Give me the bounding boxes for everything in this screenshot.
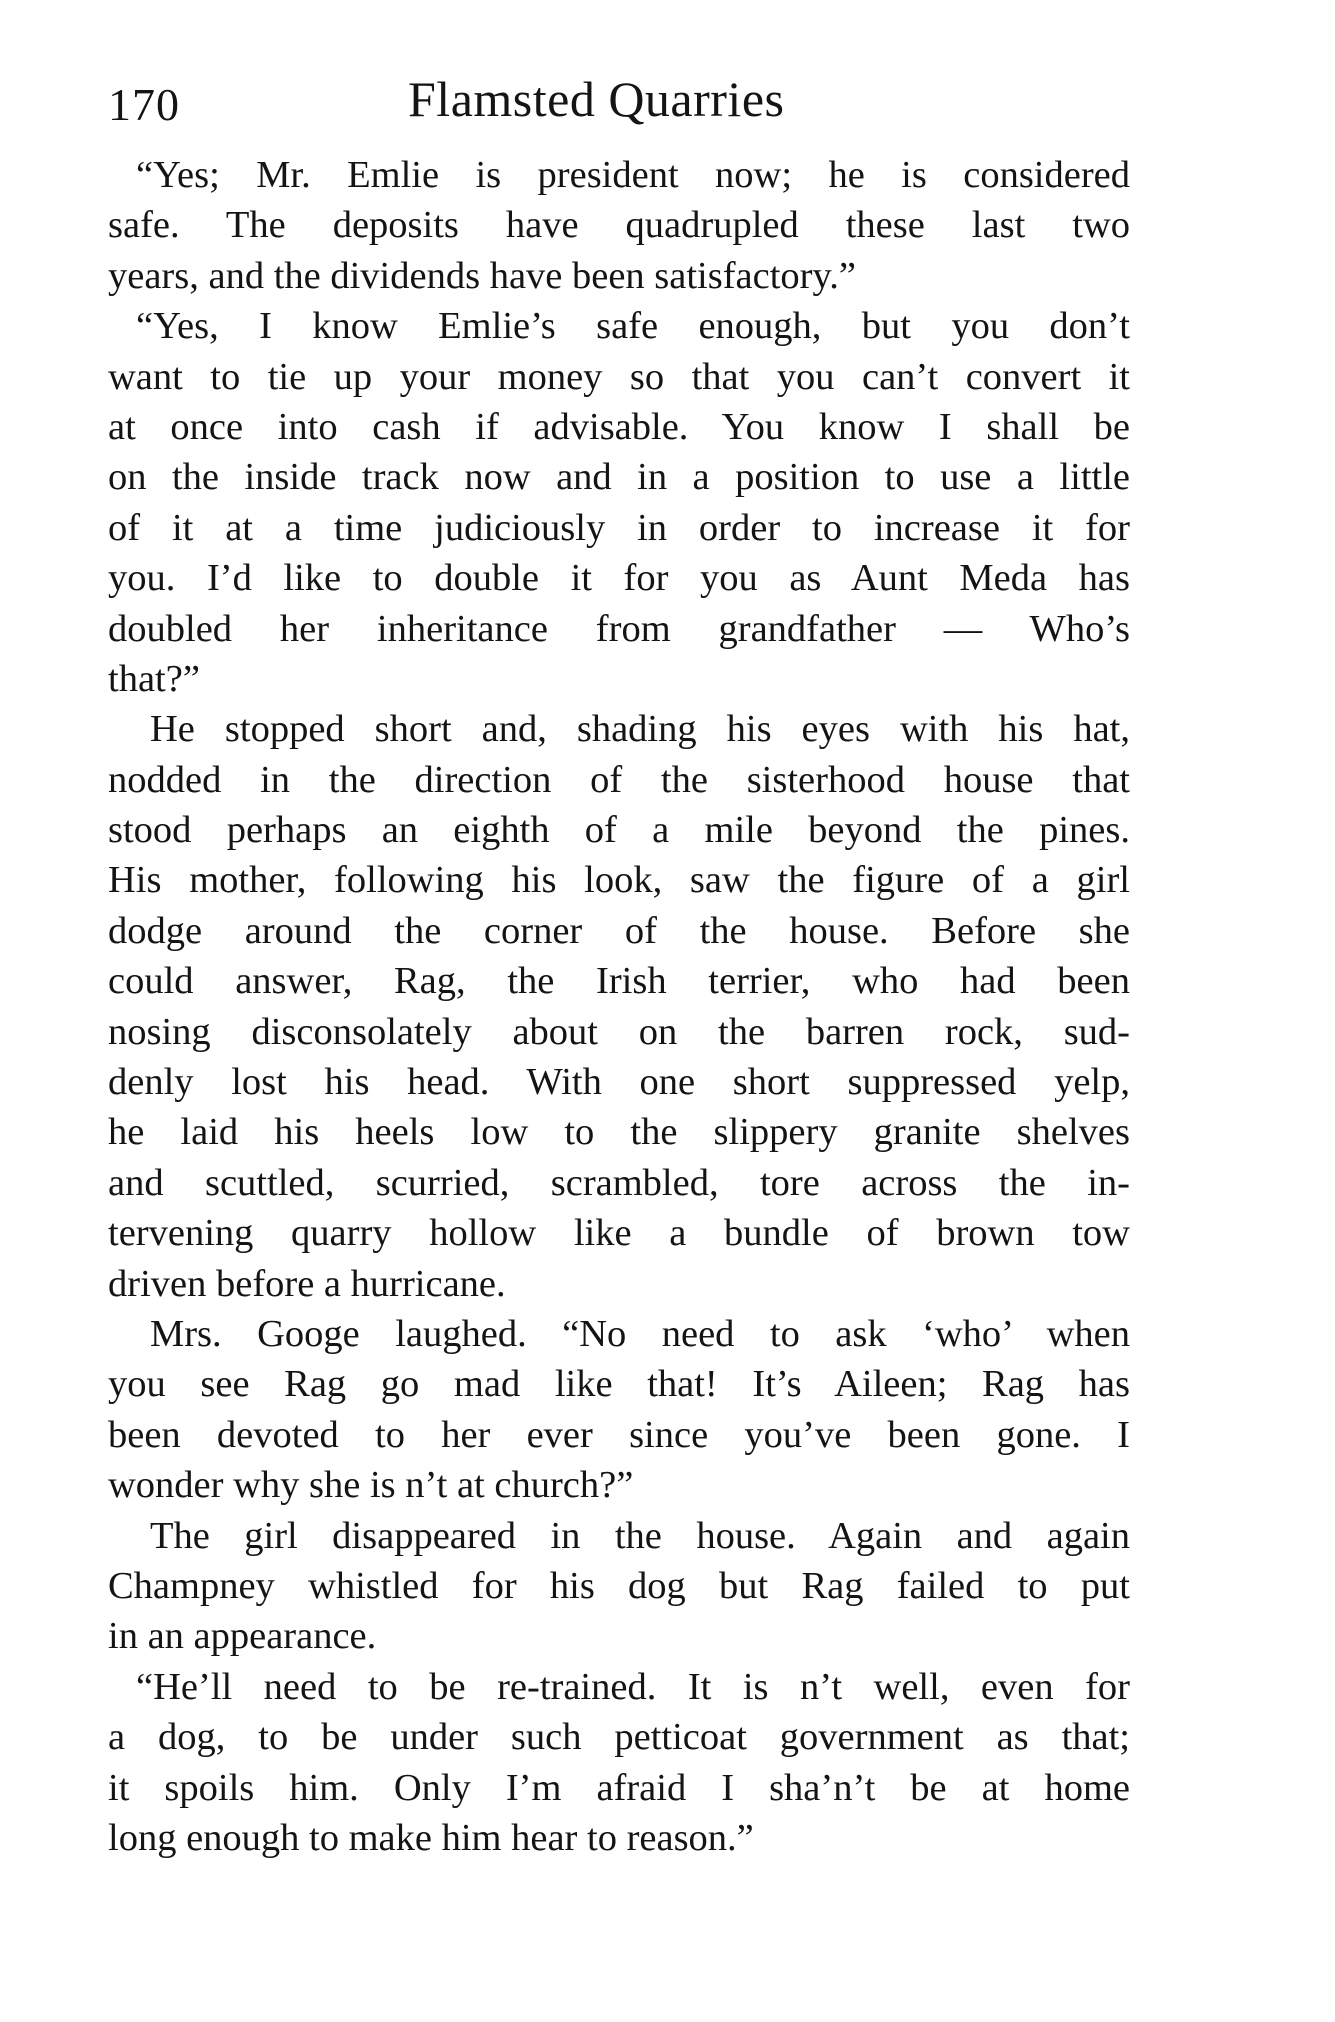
text-line: “Yes; Mr. Emlie is president now; he is considered — [136, 154, 1130, 196]
text-line: it spoils him. Only I’m afraid I sha’n’t be at home — [108, 1766, 1130, 1809]
body-text — [108, 150, 1130, 1863]
text-line: long enough to make him hear to reason.” — [108, 1816, 754, 1859]
text-line: dodge around the corner of the house. Before she — [108, 909, 1130, 952]
text-line: wonder why she is n’t at church?” — [108, 1464, 634, 1507]
running-head — [108, 60, 1130, 150]
text-line: at once into cash if advisable. You know I shall be — [108, 405, 1130, 448]
text-line: nosing disconsolately about on the barren rock, sud- — [108, 1010, 1130, 1053]
text-line: “He’ll need to be re-trained. It is n’t well, even for — [136, 1665, 1130, 1708]
paragraph — [108, 1511, 1130, 1662]
paragraph — [108, 1309, 1130, 1511]
text-line: you see Rag go mad like that! It’s Aileen; Rag has — [108, 1363, 1130, 1406]
text-line: denly lost his head. With one short suppressed yelp, — [108, 1061, 1130, 1104]
text-line: in an appearance. — [108, 1615, 377, 1658]
text-line: he laid his heels low to the slippery granite shelves — [108, 1111, 1130, 1154]
text-line: Mrs. Googe laughed. “No need to ask ‘who’ when — [150, 1312, 1130, 1355]
text-line: years, and the dividends have been satisfactory.” — [108, 254, 856, 297]
text-line: a dog, to be under such petticoat government as that; — [108, 1716, 1130, 1759]
text-line: of it at a time judiciously in order to increase it for — [108, 506, 1130, 549]
text-line: that?” — [108, 657, 200, 700]
text-line: “Yes, I know Emlie’s safe enough, but you don’t — [136, 305, 1130, 348]
page-number: 170 — [108, 79, 180, 130]
text-line: His mother, following his look, saw the figure of a girl — [108, 859, 1130, 902]
paragraph — [108, 150, 1130, 301]
paragraph — [108, 301, 1130, 704]
text-line: and scuttled, scurried, scrambled, tore across the in- — [108, 1161, 1130, 1204]
text-line: on the inside track now and in a position to use a little — [108, 456, 1130, 499]
text-line: He stopped short and, shading his eyes with his hat, — [150, 708, 1130, 751]
text-line: safe. The deposits have quadrupled these last two — [108, 204, 1130, 247]
text-line: could answer, Rag, the Irish terrier, who had been — [108, 960, 1130, 1003]
text-line: driven before a hurricane. — [108, 1262, 506, 1305]
text-line: Champney whistled for his dog but Rag failed to put — [108, 1564, 1130, 1607]
running-title: Flamsted Quarries — [408, 71, 785, 127]
text-line: stood perhaps an eighth of a mile beyond the pines. — [108, 809, 1130, 852]
text-line: nodded in the direction of the sisterhood house that — [108, 758, 1130, 801]
book-page — [108, 60, 1130, 1863]
text-line: you. I’d like to double it for you as Aunt Meda has — [108, 557, 1130, 600]
text-line: been devoted to her ever since you’ve been gone. I — [108, 1413, 1130, 1456]
text-line: The girl disappeared in the house. Again and again — [150, 1514, 1130, 1557]
text-line: want to tie up your money so that you can’t convert it — [108, 355, 1130, 398]
text-line: tervening quarry hollow like a bundle of brown tow — [108, 1212, 1130, 1255]
text-line: doubled her inheritance from grandfather — Who’s — [108, 607, 1130, 650]
paragraph — [108, 704, 1130, 1309]
paragraph — [108, 1662, 1130, 1864]
